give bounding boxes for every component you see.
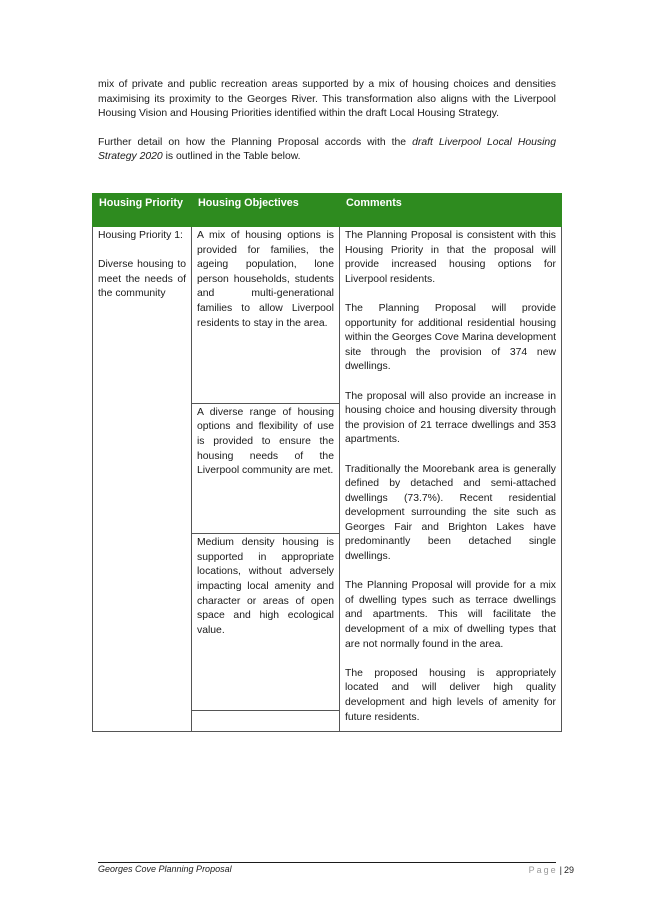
comment-paragraph: The proposed housing is appropriately located and will deliver high quality development and high levels of amenity for future residents. — [345, 667, 556, 723]
document-body — [98, 78, 556, 165]
objective-cell: Medium density housing is supported in appropriate locations, without adversely impacting local amenity and character or areas of open space and high ecological value. — [192, 534, 340, 711]
table-header-row — [93, 194, 562, 227]
intro-paragraph-2-tail: is outlined in the Table below. — [162, 151, 301, 163]
strategy-title: draft Liverpool Local Housing Strategy 2020 — [98, 136, 556, 163]
intro-paragraph-1: mix of private and public recreation areas supported by a mix of housing choices and densities maximising its proximity to the Georges River. This transformation also aligns with the Liverpool Housing Vision and Housing Priorities identified within the draft Local Housing Strategy. — [98, 79, 556, 120]
page-number: 29 — [563, 865, 574, 875]
priority-cell — [93, 227, 192, 732]
objective-cell: A diverse range of housing options and flexibility of use is provided to ensure the housing needs of the Liverpool community are met. — [192, 403, 340, 533]
comment-paragraph: The Planning Proposal will provide for a mix of dwelling types such as terrace dwellings and apartments. This will facilitate the development of a mix of dwelling types that are not normally found in the area. — [345, 580, 556, 650]
footer-title: Georges Cove Planning Proposal — [98, 864, 232, 874]
comment-paragraph: Traditionally the Moorebank area is generally defined by detached and semi-attached dwellings (73.7%). Recent residential development surrounding the site such as Georges Fair and Brighton Lakes have predominantly been detached single dwellings. — [345, 463, 556, 563]
objective-cell: A mix of housing options is provided for families, the ageing population, lone person households, students and multi-generational families to allow Liverpool residents to stay in the area. — [192, 227, 340, 404]
page-separator: | — [559, 865, 562, 875]
priority-description: Diverse housing to meet the needs of the community — [98, 259, 186, 300]
intro-paragraph-2 — [98, 136, 556, 165]
comments-cell — [340, 227, 562, 732]
page-footer — [98, 862, 574, 875]
page-number-block — [529, 865, 574, 875]
priority-number: Housing Priority 1: — [98, 230, 183, 241]
table-row — [93, 227, 562, 404]
page-label: Page — [528, 865, 558, 875]
housing-priority-table — [92, 193, 562, 732]
comment-paragraph: The proposal will also provide an increase in housing choice and housing diversity through the provision of 21 terrace dwellings and 353 apartments. — [345, 390, 556, 446]
intro-paragraph-2-lead: Further detail on how the Planning Proposal accords with the — [98, 136, 413, 148]
header-housing-objectives: Housing Objectives — [192, 194, 340, 227]
comment-paragraph: The Planning Proposal is consistent with this Housing Priority in that the proposal will provide increased housing options for Liverpool residents. — [345, 230, 556, 285]
header-housing-priority: Housing Priority — [93, 194, 192, 227]
comment-paragraph: The Planning Proposal will provide opportunity for additional residential housing within the Georges Cove Marina development site through the provision of 374 new dwellings. — [345, 302, 556, 373]
objective-cell-empty — [192, 711, 340, 732]
header-comments: Comments — [340, 194, 562, 227]
